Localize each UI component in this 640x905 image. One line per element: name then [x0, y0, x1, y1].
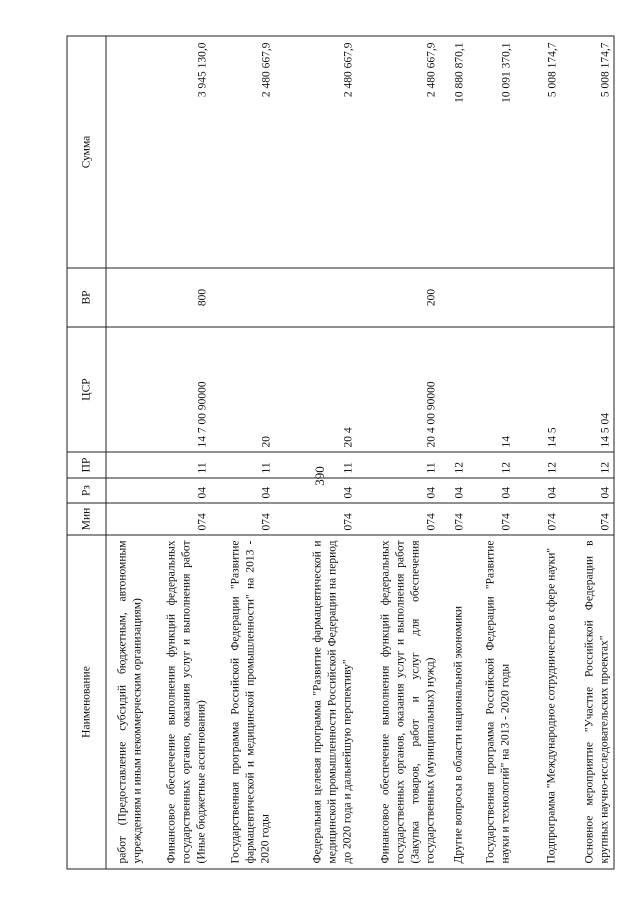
row-rz: [106, 478, 146, 503]
row-rz: 04: [210, 478, 274, 503]
table-row: [106, 36, 146, 869]
row-rz: 04: [146, 478, 210, 503]
table-row: [514, 36, 561, 869]
row-name: Подпрограмма "Международное сотрудничество в сфере науки": [514, 535, 561, 869]
row-sum: 10 091 370,1: [467, 36, 514, 268]
row-vr: [514, 268, 561, 327]
row-vr: [210, 268, 274, 327]
row-csr: 14: [467, 327, 514, 452]
row-rz: 04: [274, 478, 356, 503]
row-min: 074: [467, 503, 514, 535]
row-sum: 3 945 130,0: [146, 36, 210, 268]
row-min: 074: [210, 503, 274, 535]
header-pr: ПР: [67, 452, 106, 478]
rotated-budget-table: [66, 36, 614, 869]
header-rz: Рз: [67, 478, 106, 503]
row-sum: 2 480 667,9: [274, 36, 356, 268]
row-min: 074: [439, 503, 467, 535]
row-name: Другие вопросы в области национальной экономики: [439, 535, 467, 869]
header-vr: ВР: [67, 268, 106, 327]
row-vr: [560, 268, 613, 327]
budget-table: [66, 35, 614, 869]
row-vr: [439, 268, 467, 327]
header-row: [67, 36, 106, 869]
row-pr: 11: [146, 452, 210, 478]
row-rz: 04: [467, 478, 514, 503]
row-pr: 12: [439, 452, 467, 478]
header-sum: Сумма: [67, 36, 106, 268]
table-row: [210, 36, 274, 869]
row-name: Федеральная целевая программа "Развитие фармацевтической и медицинской промышленности Российской Федерации на период до 2020 года и дальнейшую перспективу": [274, 535, 356, 869]
row-name: Государственная программа Российской Федерации "Развитие науки и технологий" на 2013 - 2020 годы: [467, 535, 514, 869]
row-min: 074: [356, 503, 438, 535]
table-row: [467, 36, 514, 869]
row-vr: [106, 268, 146, 327]
row-name: Государственная программа Российской Федерации "Развитие фармацевтической и медицинской промышленности" на 2013 - 2020 годы: [210, 535, 274, 869]
row-sum: 5 008 174,7: [560, 36, 613, 268]
row-sum: 2 480 667,9: [356, 36, 438, 268]
row-min: 074: [514, 503, 561, 535]
row-min: [106, 503, 146, 535]
row-vr: [467, 268, 514, 327]
page-number: 390: [312, 466, 327, 486]
row-csr: [439, 327, 467, 452]
row-csr: [106, 327, 146, 452]
row-rz: 04: [439, 478, 467, 503]
header-name: Наименование: [67, 535, 106, 869]
row-vr: 200: [356, 268, 438, 327]
row-sum: 10 880 870,1: [439, 36, 467, 268]
table-row: [274, 36, 356, 869]
row-csr: 20: [210, 327, 274, 452]
table-row: [146, 36, 210, 869]
row-csr: 14 5: [514, 327, 561, 452]
table-row: [560, 36, 613, 869]
row-pr: 12: [514, 452, 561, 478]
row-min: 074: [146, 503, 210, 535]
row-csr: 14 7 00 90000: [146, 327, 210, 452]
row-sum: 5 008 174,7: [514, 36, 561, 268]
row-rz: 04: [514, 478, 561, 503]
row-pr: 12: [467, 452, 514, 478]
row-min: 074: [560, 503, 613, 535]
row-name: работ (Предоставление субсидий бюджетным, автономным учреждениям и иным некоммерческим организациям): [106, 535, 146, 869]
row-vr: 800: [146, 268, 210, 327]
row-name: Финансовое обеспечение выполнения функций федеральных государственных органов, оказания услуг и выполнения работ (Иные бюджетные ассигнования): [146, 535, 210, 869]
row-rz: 04: [356, 478, 438, 503]
row-pr: 12: [560, 452, 613, 478]
row-sum: 2 480 667,9: [210, 36, 274, 268]
row-name: Финансовое обеспечение выполнения функций федеральных государственных органов, оказания услуг и выполнения работ (Закупка товаров, работ и услуг для обеспечения государственных (муниципальных) нужд): [356, 535, 438, 869]
row-vr: [274, 268, 356, 327]
row-pr: 11: [274, 452, 356, 478]
table-row: [439, 36, 467, 869]
row-name: Основное мероприятие "Участие Российской Федерации в крупных научно-исследовательских проектах": [560, 535, 613, 869]
row-rz: 04: [560, 478, 613, 503]
row-pr: 11: [356, 452, 438, 478]
row-csr: 20 4: [274, 327, 356, 452]
row-csr: 20 4 00 90000: [356, 327, 438, 452]
table-row: [356, 36, 438, 869]
header-csr: ЦСР: [67, 327, 106, 452]
row-min: 074: [274, 503, 356, 535]
row-pr: [106, 452, 146, 478]
row-pr: 11: [210, 452, 274, 478]
row-sum: [106, 36, 146, 268]
row-csr: 14 5 04: [560, 327, 613, 452]
header-min: Мин: [67, 503, 106, 535]
